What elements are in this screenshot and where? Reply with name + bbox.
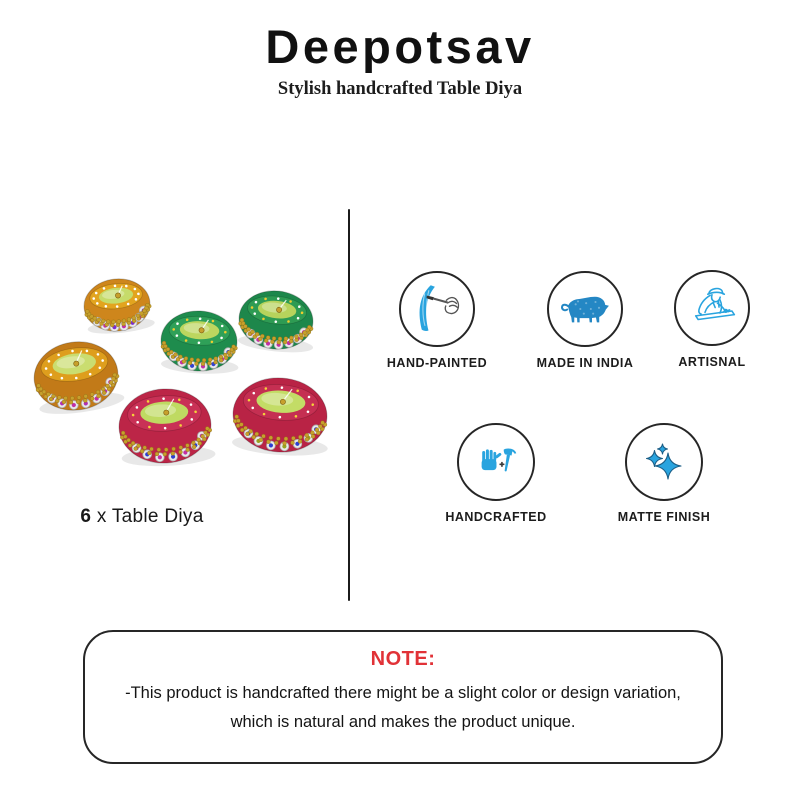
feature-circle [547, 271, 623, 347]
product-subtitle: Stylish handcrafted Table Diya [277, 79, 523, 99]
brand-title: Deepotsav [265, 20, 535, 73]
hand-hammer-icon [473, 439, 519, 485]
feature-handcrafted [421, 423, 571, 524]
count-number: 6 [80, 506, 92, 527]
feature-circle [457, 423, 535, 501]
sparkles-icon [640, 438, 688, 486]
feature-circle [625, 423, 703, 501]
diya-red-diya-bottom-center [117, 386, 216, 468]
diya-green-diya-top-middle [159, 309, 241, 375]
count-text: x Table Diya [91, 506, 204, 527]
feature-label: HANDCRAFTED [445, 510, 547, 524]
paintbrush-stroke-icon [407, 278, 467, 340]
feature-label: MATTE FINISH [617, 510, 711, 524]
feature-circle [399, 271, 475, 347]
note-heading: NOTE: [370, 648, 436, 670]
diya-green-diya-top-right [236, 287, 319, 355]
feature-artisanal [637, 270, 787, 369]
diya-red-diya-bottom-right [230, 375, 332, 459]
feature-label: ARTISNAL [678, 355, 746, 369]
feature-label: HAND-PAINTED [386, 356, 488, 370]
feature-label: MADE IN INDIA [536, 356, 634, 370]
product-count-label [42, 506, 242, 528]
feature-matte-finish [589, 423, 739, 524]
diya-photo-illustration [20, 258, 340, 493]
lion-icon [557, 290, 613, 328]
note-box [83, 630, 723, 764]
diya-orange-diya-mid-left [30, 336, 126, 418]
feature-circle [674, 270, 750, 346]
product-photo [20, 258, 340, 493]
feature-hand-painted [362, 271, 512, 370]
note-line-1: -This product is handcrafted there might be a slight color or design variation, [125, 684, 681, 702]
artisan-icon [683, 279, 741, 337]
vertical-divider [348, 209, 350, 601]
diya-orange-diya-top-left [81, 275, 155, 336]
note-line-2: which is natural and makes the product unique. [230, 713, 576, 731]
